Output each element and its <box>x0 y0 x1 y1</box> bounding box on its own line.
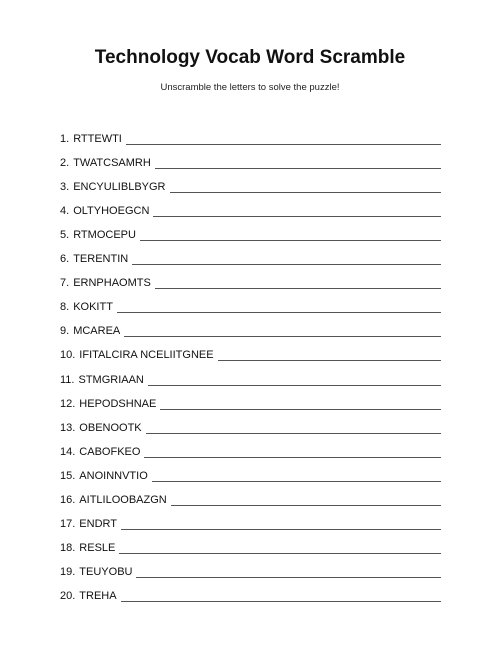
scrambled-word: RTMOCEPU <box>73 229 136 242</box>
scrambled-word: KOKITT <box>73 301 113 314</box>
item-number: 11. <box>60 373 75 386</box>
list-item <box>60 362 441 386</box>
scramble-list <box>60 122 441 603</box>
list-item <box>60 411 441 435</box>
list-item <box>60 170 441 194</box>
scrambled-word: CABOFKEO <box>79 445 141 458</box>
answer-line[interactable] <box>160 397 441 410</box>
scrambled-word: TWATCSAMRH <box>73 157 151 170</box>
answer-line[interactable] <box>136 565 441 578</box>
item-number: 6. <box>60 253 70 266</box>
scrambled-word: MCAREA <box>73 325 121 338</box>
page-title: Technology Vocab Word Scramble <box>94 47 406 68</box>
scrambled-word: ANOINNVTIO <box>79 469 148 482</box>
scrambled-word: HEPODSHNAE <box>79 397 157 410</box>
list-item <box>60 507 441 531</box>
answer-line[interactable] <box>153 204 441 217</box>
list-item <box>60 122 441 146</box>
answer-line[interactable] <box>124 324 441 337</box>
answer-line[interactable] <box>121 517 441 530</box>
scrambled-word: STMGRIAAN <box>78 373 144 386</box>
scrambled-word: RTTEWTI <box>73 133 122 146</box>
item-number: 2. <box>60 157 70 170</box>
scrambled-word: TERENTIN <box>73 253 129 266</box>
item-number: 7. <box>60 277 70 290</box>
scrambled-word: TEUYOBU <box>79 565 133 578</box>
answer-line[interactable] <box>155 156 441 169</box>
scrambled-word: ENDRT <box>79 517 117 530</box>
item-number: 19. <box>60 565 76 578</box>
list-item <box>60 218 441 242</box>
item-number: 9. <box>60 325 70 338</box>
answer-line[interactable] <box>140 228 441 241</box>
list-item <box>60 483 441 507</box>
answer-line[interactable] <box>132 252 441 265</box>
item-number: 3. <box>60 181 70 194</box>
answer-line[interactable] <box>146 421 441 434</box>
item-number: 20. <box>60 589 76 602</box>
answer-line[interactable] <box>218 348 441 361</box>
answer-line[interactable] <box>119 541 441 554</box>
list-item <box>60 531 441 555</box>
item-number: 15. <box>60 469 76 482</box>
instructions: Unscramble the letters to solve the puzzle! <box>160 82 340 93</box>
answer-line[interactable] <box>144 445 441 458</box>
scrambled-word: RESLE <box>79 541 116 554</box>
answer-line[interactable] <box>155 276 441 289</box>
list-item <box>60 146 441 170</box>
item-number: 5. <box>60 229 70 242</box>
answer-line[interactable] <box>152 469 441 482</box>
list-item <box>60 579 441 603</box>
item-number: 10. <box>60 349 76 362</box>
scrambled-word: OLTYHOEGCN <box>73 205 150 218</box>
answer-line[interactable] <box>121 589 441 602</box>
item-number: 12. <box>60 397 76 410</box>
item-number: 1. <box>60 133 70 146</box>
item-number: 4. <box>60 205 70 218</box>
list-item <box>60 338 441 362</box>
answer-line[interactable] <box>117 300 441 313</box>
list-item <box>60 314 441 338</box>
answer-line[interactable] <box>148 373 441 386</box>
list-item <box>60 194 441 218</box>
item-number: 17. <box>60 517 76 530</box>
list-item <box>60 555 441 579</box>
scrambled-word: ENCYULIBLBYGR <box>73 181 166 194</box>
scrambled-word: ERNPHAOMTS <box>73 277 151 290</box>
answer-line[interactable] <box>126 132 441 145</box>
list-item <box>60 266 441 290</box>
item-number: 8. <box>60 301 70 314</box>
item-number: 14. <box>60 445 76 458</box>
item-number: 16. <box>60 493 76 506</box>
list-item <box>60 459 441 483</box>
answer-line[interactable] <box>171 493 441 506</box>
list-item <box>60 387 441 411</box>
scrambled-word: AITLILOOBAZGN <box>79 493 167 506</box>
list-item <box>60 435 441 459</box>
scrambled-word: IFITALCIRA NCELIITGNEE <box>79 349 214 362</box>
list-item <box>60 242 441 266</box>
item-number: 18. <box>60 541 76 554</box>
list-item <box>60 290 441 314</box>
scrambled-word: TREHA <box>79 589 117 602</box>
answer-line[interactable] <box>170 180 442 193</box>
item-number: 13. <box>60 421 76 434</box>
scrambled-word: OBENOOTK <box>79 421 142 434</box>
